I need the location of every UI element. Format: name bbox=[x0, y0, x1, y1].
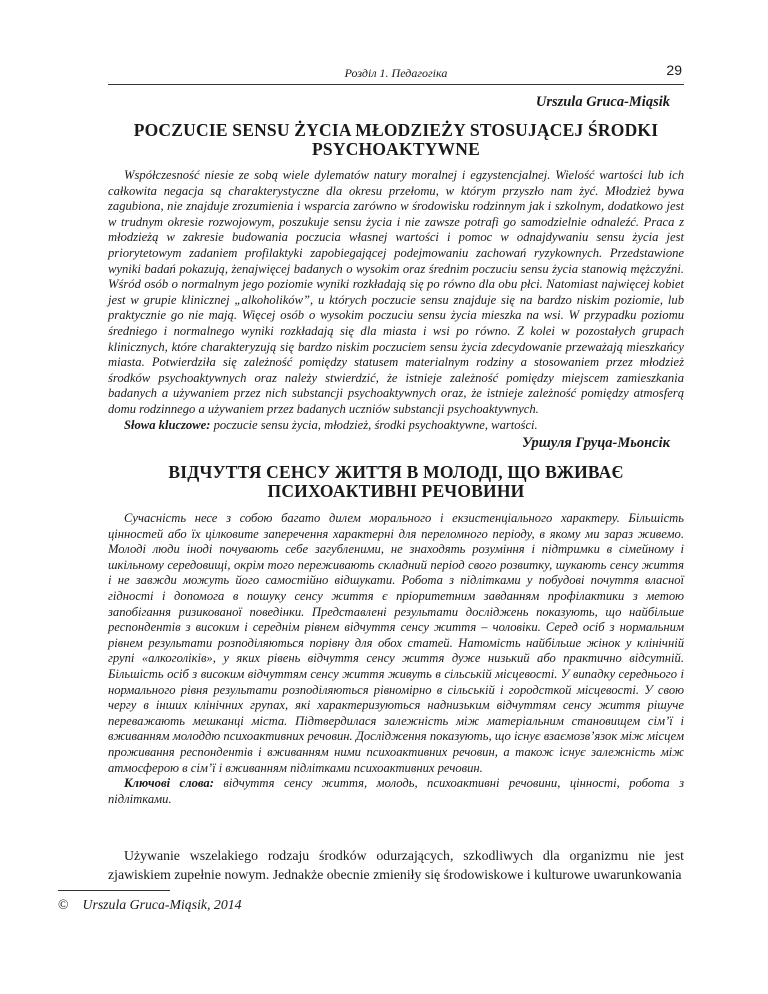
author-ukrainian: Уршуля Груца-Мьонсік bbox=[521, 435, 670, 451]
abstract-ukrainian bbox=[108, 511, 684, 807]
article-title-polish: POCZUCIE SENSU ŻYCIA MŁODZIEŻY STOSUJĄCEJ ŚRODKI PSYCHOAKTYWNE bbox=[133, 120, 659, 159]
keywords-list-polish: poczucie sensu życia, młodzież, środki psychoaktywne, wartości. bbox=[213, 417, 538, 432]
keywords-ukrainian bbox=[108, 776, 684, 807]
article-title-ukrainian: ВІДЧУТТЯ СЕНСУ ЖИТТЯ В МОЛОДІ, ЩО ВЖИВАЄ ПСИХОАКТИВНІ РЕЧОВИНИ bbox=[168, 462, 624, 501]
copyright-footnote bbox=[58, 897, 242, 913]
footnote-divider bbox=[58, 890, 170, 891]
keywords-polish bbox=[108, 418, 684, 434]
keywords-label-ukrainian: Ключові слова: bbox=[124, 776, 214, 791]
main-body-text: Używanie wszelakiego rodzaju środków odurzających, szkodliwych dla organizmu nie jest zjawiskiem zupełnie nowym. Jednakże obecnie zmieniły się środowiskowe i kulturowe uwarunkowania bbox=[108, 848, 684, 882]
copyright-symbol: © bbox=[58, 897, 69, 912]
keywords-list-ukrainian: відчуття сенсу життя, молодь, психоактивні речовини, цінності, робота з підлітками. bbox=[108, 776, 684, 806]
author-polish: Urszula Gruca-Miąsik bbox=[535, 94, 670, 110]
section-title: Розділ 1. Педагогіка bbox=[344, 66, 448, 80]
page-number: 29 bbox=[666, 62, 682, 78]
running-header bbox=[108, 62, 684, 85]
abstract-polish bbox=[108, 168, 684, 433]
keywords-label-polish: Słowa kluczowe: bbox=[124, 417, 211, 432]
copyright-text: Urszula Gruca-Miąsik, 2014 bbox=[82, 897, 242, 912]
abstract-polish-text: Współczesność niesie ze sobą wiele dylematów natury moralnej i egzystencjalnej. Wielość wartości lub ich całkowita negacja są charakterystyczne dla okresu przełomu, w którym przyszło nam żyć. Młodzież bywa zagubiona, nie znajduje zrozumienia i wsparcia zarówno w środowisku rodzinnym jak i szkolnym, dodatkowo jest w trudnym okresie rozwojowym, poszukuje sensu życia i nie zawsze potrafi go samodzielnie odnaleźć. Praca z młodzieżą w zakresie budowania poczucia własnej wartości i pomoc w odnajdywaniu sensu życia jest priorytetowym zadaniem profilaktyki zapobiegającej podejmowaniu zachowań ryzykownych. Przedstawione wyniki badań pokazują, żenajwięcej badanych o wysokim oraz średnim poczuciu sensu życia stanowią mężczyźni. Wśród osób o normalnym jego poziomie wyniki rozkładają się po równo dla obu płci. Natomiast najwięcej kobiet jest w grupie klinicznej „alkoholików”, u których poczucie sensu znajduje się na bardzo niskim poziomie, lub praktycznie go nie mają. Więcej osób o wysokim poczuciu sensu życia mieszka na wsi. W przypadku poziomu średniego i normalnego wyniki rozkładają się dla miasta i wsi po równo. Z kolei w pozostałych grupach klinicznych, które charakteryzują się bardzo niskim poczuciem sensu życia zdecydowanie przeważają mieszkańcy miasta. Potwierdziła się zależność pomiędzy statusem materialnym rodziny a stosowaniem przez młodzież środków psychoaktywnych oraz należy stwierdzić, że istnieje zależność pomiędzy miejscem zamieszkania badanych a używaniem przez nich substancji psychoaktywnych oraz, że istnieje zależność pomiędzy atmosferą domu rodzinnego a używaniem przez badanych uczniów substancji psychoaktywnych. bbox=[108, 168, 684, 416]
abstract-ukrainian-text: Сучасність несе з собою багато дилем морального і екзистенціального характеру. Більшість цінностей або їх цілковите заперечення характерні для переломного періоду, в якому ми зараз живемо. Молоді люди іноді почувають себе загубленими, не знаходять розуміння і підтримки в сімейному і шкільному середовищі, окрім того переживають складний період свого розвитку, шукають сенсу життя і не завжди можуть його самостійно відшукати. Робота з підлітками у побудові почуття власної гідності і допомога в пошуку сенсу життя є пріоритетним завданням профілактики з метою запобігання ризикованої поведінки. Представлені результати досліджень показують, що найбільше респондентів з високим і середнім рівнем відчуття сенсу життя – чоловіки. Серед осіб з нормальним рівнем результати розподіляються порівну для обох статей. Натомість найбільше жінок у клінічній групі «алкоголіків», у яких рівень відчуття сенсу життя дуже низький або практично відсутній. Більшість осіб з високим відчуттям сенсу життя живуть в сільській місцевості. У випадку середнього і нормального рівня результати розподіляються рівномірно в сільській і городсткой місцевості. У свою чергу в інших клінічних групах, які характеризуються наднизьким відчуттям сенсу життя рішуче переважають мешканці міста. Підтвердилася залежність між матеріальним становищем сім’ї і вживанням молоддю психоактивних речовин. Дослідження показують, що існує взаємозв’язок між місцем проживання респондентів і вживанням ними психоактивних речовин, а також існує залежність між атмосферою в сім’ї і вживанням підлітками психоактивних речовин. bbox=[108, 511, 684, 775]
